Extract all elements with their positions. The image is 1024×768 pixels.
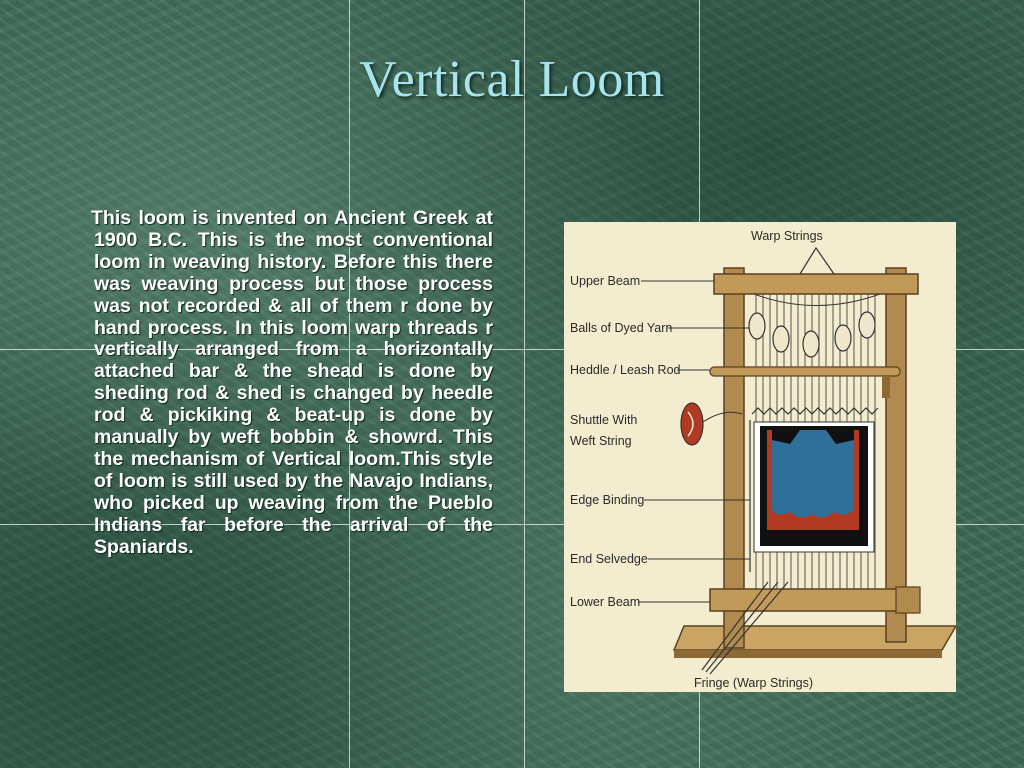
heddle-bracket <box>882 376 890 398</box>
heddle-rod <box>710 367 900 376</box>
lower-beam <box>710 589 904 611</box>
label-lower-beam: Lower Beam <box>570 595 641 609</box>
label-balls-of-dyed-yarn: Balls of Dyed Yarn <box>570 321 673 335</box>
grid-line <box>524 0 525 768</box>
shed-line <box>752 408 878 414</box>
label-edge-binding: Edge Binding <box>570 493 645 507</box>
slide-title: Vertical Loom <box>359 51 665 108</box>
label-end-selvedge: End Selvedge <box>570 552 648 566</box>
label-warp-strings: Warp Strings <box>751 229 823 243</box>
label-upper-beam: Upper Beam <box>570 274 641 288</box>
upper-beam <box>714 274 918 294</box>
label-fringe: Fringe (Warp Strings) <box>694 676 814 690</box>
slide-body-text: This loom is invented on Ancient Greek at 1900 B.C. This is the most conventional loom in weaving history. Before this there was weaving process but those process was not recorded & all of them r done by hand process. In this loom warp threads r vertically arranged from a horizontally attached bar & the shead is done by sheding rod & shed is changed by heedle rod & pickiking & beat-up is done by manually by weft bobbin & showrd. This the mechanism of Vertical loom.This style of loom is still used by the Navajo Indians, who picked up weaving from the Pueblo Indians far before the arrival of the Spaniards. <box>91 207 493 558</box>
label-shuttle-line1: Shuttle With <box>570 413 638 427</box>
shuttle-icon <box>681 403 703 445</box>
right-post <box>886 268 906 642</box>
label-shuttle-line2: Weft String <box>570 434 632 448</box>
loom-diagram <box>564 222 956 692</box>
loom-base <box>674 626 956 650</box>
woven-panel-blue <box>772 430 854 518</box>
label-heddle-rod: Heddle / Leash Rod <box>570 363 681 377</box>
warp-strings-hanger <box>800 248 834 274</box>
loom-illustration <box>564 222 956 692</box>
